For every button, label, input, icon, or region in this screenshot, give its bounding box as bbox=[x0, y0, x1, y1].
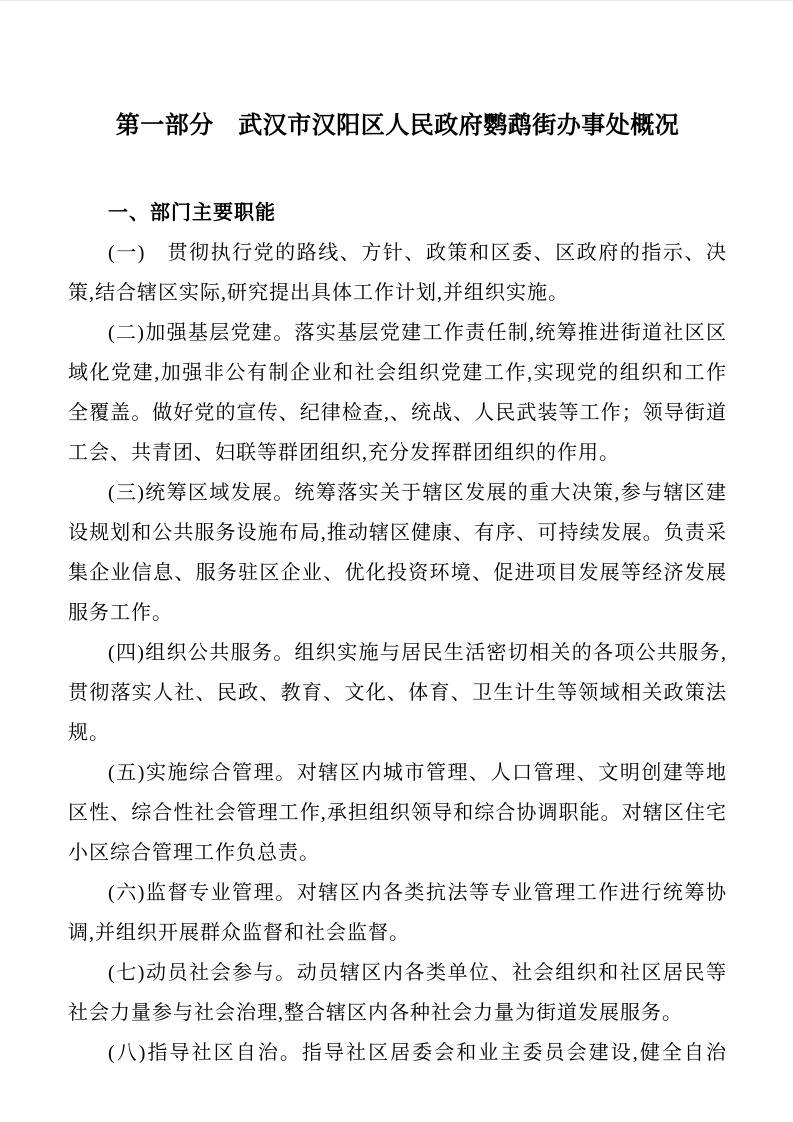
paragraph-1: (一) 贯彻执行党的路线、方针、政策和区委、区政府的指示、决策,结合辖区实际,研究提出具体工作计划,并组织实施。 bbox=[68, 242, 727, 304]
paragraph-6: (六)监督专业管理。对辖区内各类抗法等专业管理工作进行统筹协调,并组织开展群众监督和社会监督。 bbox=[68, 882, 727, 944]
paragraph-5: (五)实施综合管理。对辖区内城市管理、人口管理、文明创建等地区性、综合性社会管理工作,承担组织领导和综合协调职能。对辖区住宅小区综合管理工作负总责。 bbox=[68, 762, 727, 864]
document-title: 第一部分 武汉市汉阳区人民政府鹦鹉街办事处概况 bbox=[115, 112, 680, 139]
paragraph-7: (七)动员社会参与。动员辖区内各类单位、社会组织和社区居民等社会力量参与社会治理,整合辖区内各种社会力量为街道发展服务。 bbox=[68, 962, 727, 1024]
paragraph-3: (三)统筹区域发展。统筹落实关于辖区发展的重大决策,参与辖区建设规划和公共服务设施布局,推动辖区健康、有序、可持续发展。负责采集企业信息、服务驻区企业、优化投资环境、促进项目发展等经济发展服务工作。 bbox=[68, 482, 727, 624]
paragraph-8: (八)指导社区自治。指导社区居委会和业主委员会建设,健全自治 bbox=[108, 1042, 727, 1064]
paragraph-4: (四)组织公共服务。组织实施与居民生活密切相关的各项公共服务,贯彻落实人社、民政、教育、文化、体育、卫生计生等领域相关政策法规。 bbox=[68, 642, 727, 744]
paragraph-2: (二)加强基层党建。落实基层党建工作责任制,统筹推进街道社区区域化党建,加强非公有制企业和社会组织党建工作,实现党的组织和工作全覆盖。做好党的宣传、纪律检查,、统战、人民武装等工作；领导街道工会、共青团、妇联等群团组织,充分发挥群团组织的作用。 bbox=[68, 322, 727, 464]
section-heading: 一、部门主要职能 bbox=[108, 202, 276, 224]
